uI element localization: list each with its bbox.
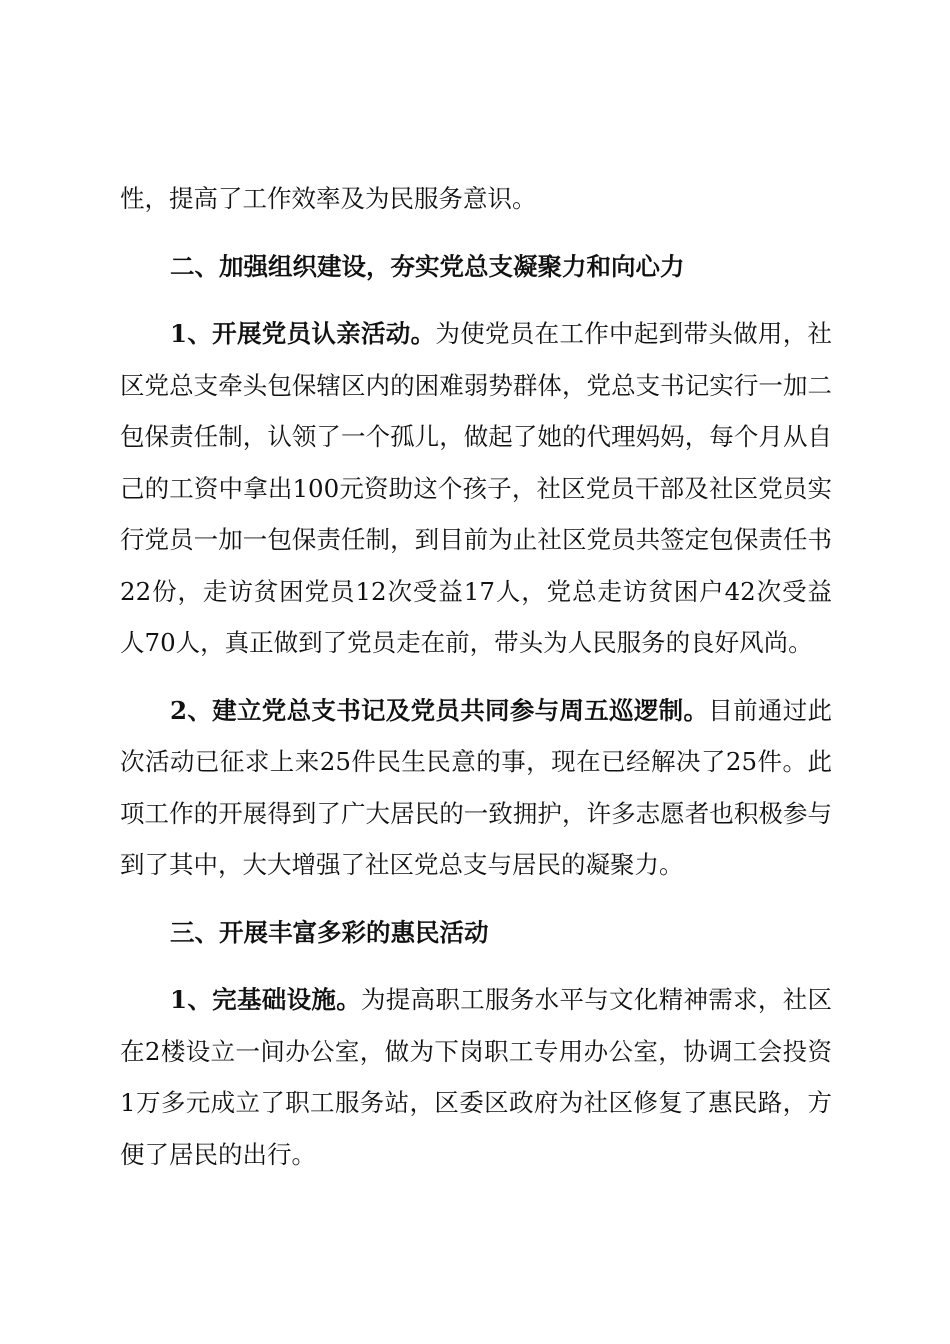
paragraph-lead-1: 1、开展党员认亲活动。 [170,319,436,348]
section-heading-3: 三、开展丰富多彩的惠民活动 [170,917,489,947]
paragraph-body-3: 为提高职工服务水平与文化精神需求，社区在2楼设立一间办公室，做为下岗职工专用办公室，协调工会投资1万多元成立了职工服务站，区委区政府为社区修复了惠民路，方便了居民的出行。 [120,985,833,1169]
paragraph-infrastructure [120,974,832,1180]
document-body [120,173,832,1180]
section-heading-2: 二、加强组织建设，夯实党总支凝聚力和向心力 [170,251,685,281]
paragraph-continuation: 性，提高了工作效率及为民服务意识。 [120,184,537,213]
paragraph-body-1: 为使党员在工作中起到带头做用，社区党总支牵头包保辖区内的困难弱势群体，党总支书记实行一加二包保责任制，认领了一个孤儿，做起了她的代理妈妈，每个月从自己的工资中拿出100元资助这个孩子，社区党员干部及社区党员实行党员一加一包保责任制，到目前为止社区党员共签定包保责任书22份，走访贫困党员12次受益17人，党总走访贫困户42次受益人70人，真正做到了党员走在前，带头为人民服务的良好风尚。 [120,319,833,657]
paragraph-lead-3: 1、完基础设施。 [170,985,361,1014]
paragraph-body-2: 目前通过此次活动已征求上来25件民生民意的事，现在已经解决了25件。此项工作的开展得到了广大居民的一致拥护，许多志愿者也积极参与到了其中，大大增强了社区党总支与居民的凝聚力。 [120,695,833,879]
paragraph-lead-2: 2、建立党总支书记及党员共同参与周五巡逻制。 [170,695,709,725]
paragraph-friday-patrol [120,685,832,891]
paragraph-party-member-kinship [120,308,832,669]
